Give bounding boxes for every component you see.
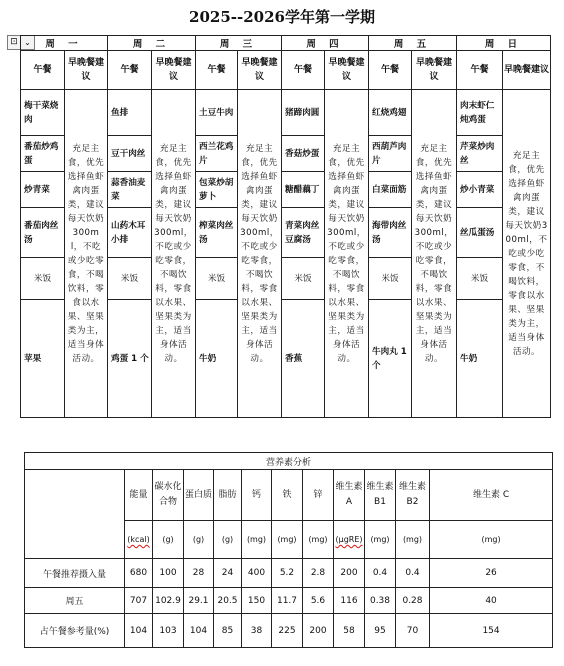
nutrition-caption-row <box>25 453 553 470</box>
value-cell: 20.5 <box>214 588 242 614</box>
rice-cell: 米饭 <box>196 258 238 300</box>
day-thursday: 周 四 <box>282 36 369 51</box>
nutrient-header: 维生素 C <box>430 470 553 521</box>
value-cell: 104 <box>125 614 153 648</box>
menu-row <box>21 90 551 136</box>
col-lunch: 午餐 <box>108 51 152 90</box>
dish-cell: 鱼排 <box>108 90 152 136</box>
advice-cell: 充足主食，优先选择鱼虾禽肉蛋类，建议每天饮奶300ml，不吃或少吃零食，不喝饮料，零食以水果、坚果类为主，适当身体活动。 <box>503 90 551 418</box>
value-cell: 150 <box>242 588 272 614</box>
value-cell: 38 <box>242 614 272 648</box>
value-cell: 200 <box>303 614 334 648</box>
value-cell: 100 <box>153 559 184 588</box>
value-cell: 154 <box>430 614 553 648</box>
dish-cell: 肉末虾仁炖鸡蛋 <box>457 90 503 136</box>
unit-cell: (mg) <box>430 521 553 559</box>
unit-cell: (kcal) <box>125 521 153 559</box>
unit-cell: (mg) <box>303 521 334 559</box>
rice-cell: 米饭 <box>457 258 503 300</box>
value-cell: 2.8 <box>303 559 334 588</box>
nutrition-analysis-table <box>24 452 553 648</box>
value-cell: 104 <box>184 614 214 648</box>
value-cell: 0.38 <box>365 588 396 614</box>
col-breakfast-dinner: 早晚餐建议 <box>503 51 551 90</box>
unit-cell: (μgRE) <box>334 521 365 559</box>
value-cell: 95 <box>365 614 396 648</box>
nutrient-header: 蛋白质 <box>184 470 214 521</box>
rice-cell: 米饭 <box>108 258 152 300</box>
value-cell: 11.7 <box>272 588 303 614</box>
dish-cell: 白菜面筋 <box>369 172 412 208</box>
nutrition-row <box>25 614 553 648</box>
column-header-row <box>21 51 551 90</box>
dish-cell: 青菜肉丝豆腐汤 <box>282 208 325 258</box>
value-cell: 29.1 <box>184 588 214 614</box>
value-cell: 0.28 <box>396 588 430 614</box>
dish-cell: 榨菜肉丝汤 <box>196 208 238 258</box>
dish-cell: 炒小青菜 <box>457 172 503 208</box>
unit-cell: (g) <box>214 521 242 559</box>
advice-cell: 充足主食，优先选择鱼虾禽肉蛋类，建议每天饮奶300ml，不吃或少吃零食，不喝饮料，零食以水果、坚果类为主，适当身体活动。 <box>325 90 369 418</box>
unit-cell: (mg) <box>396 521 430 559</box>
dish-cell: 猪蹄肉圆 <box>282 90 325 136</box>
day-wednesday: 周 三 <box>196 36 282 51</box>
nutrient-header: 锌 <box>303 470 334 521</box>
advice-cell: 充足主食，优先选择鱼虾禽肉蛋类，建议每天饮奶300ml，不吃或少吃零食，不喝饮料，零食以水果、坚果类为主，适当身体活动。 <box>152 90 196 418</box>
col-lunch: 午餐 <box>282 51 325 90</box>
dish-cell: 鸡蛋 1 个 <box>108 300 152 418</box>
col-breakfast-dinner: 早晚餐建议 <box>152 51 196 90</box>
nutrition-caption: 营养素分析 <box>25 453 553 470</box>
day-sunday: 周 日 <box>457 36 551 51</box>
col-breakfast-dinner: 早晚餐建议 <box>65 51 108 90</box>
dish-cell: 番茄肉丝汤 <box>21 208 65 258</box>
nutrition-row <box>25 559 553 588</box>
value-cell: 707 <box>125 588 153 614</box>
col-lunch: 午餐 <box>457 51 503 90</box>
value-cell: 28 <box>184 559 214 588</box>
page-title: 2025--2026学年第一学期 <box>189 8 375 26</box>
col-lunch: 午餐 <box>369 51 412 90</box>
value-cell: 40 <box>430 588 553 614</box>
weekly-menu-table <box>20 35 551 418</box>
nutrient-header-row <box>25 470 553 521</box>
nutrient-header: 碳水化合物 <box>153 470 184 521</box>
dish-cell: 芹菜炒肉丝 <box>457 136 503 172</box>
unit-cell: (mg) <box>242 521 272 559</box>
nutrient-header: 维生素B1 <box>365 470 396 521</box>
value-cell: 0.4 <box>365 559 396 588</box>
dish-cell: 香菇炒蛋 <box>282 136 325 172</box>
nutrient-header: 能量 <box>125 470 153 521</box>
dish-cell: 西葫芦肉片 <box>369 136 412 172</box>
unit-cell: (g) <box>184 521 214 559</box>
col-breakfast-dinner: 早晚餐建议 <box>325 51 369 90</box>
value-cell: 26 <box>430 559 553 588</box>
unit-cell: (g) <box>153 521 184 559</box>
day-monday: 周 一 <box>21 36 108 51</box>
dish-cell: 苹果 <box>21 300 65 418</box>
value-cell: 680 <box>125 559 153 588</box>
value-cell: 58 <box>334 614 365 648</box>
nutrient-header: 钙 <box>242 470 272 521</box>
dish-cell: 包菜炒胡萝卜 <box>196 172 238 208</box>
dish-cell: 山药木耳小排 <box>108 208 152 258</box>
value-cell: 5.2 <box>272 559 303 588</box>
dish-cell: 土豆牛肉 <box>196 90 238 136</box>
dish-cell: 牛奶 <box>457 300 503 418</box>
dish-cell: 牛奶 <box>196 300 238 418</box>
dish-cell: 番茄炒鸡蛋 <box>21 136 65 172</box>
col-lunch: 午餐 <box>21 51 65 90</box>
dish-cell: 海带肉丝汤 <box>369 208 412 258</box>
rice-cell: 米饭 <box>369 258 412 300</box>
advice-cell: 充足主食，优先选择鱼虾禽肉蛋类，建议每天饮奶300ml，不吃或少吃零食，不喝饮料，零食以水果、坚果类为主，适当身体活动。 <box>412 90 457 418</box>
day-tuesday: 周 二 <box>108 36 196 51</box>
dish-cell: 梅干菜烧肉 <box>21 90 65 136</box>
col-lunch: 午餐 <box>196 51 238 90</box>
value-cell: 116 <box>334 588 365 614</box>
nutrient-header: 铁 <box>272 470 303 521</box>
value-cell: 70 <box>396 614 430 648</box>
value-cell: 200 <box>334 559 365 588</box>
dish-cell: 香蕉 <box>282 300 325 418</box>
value-cell: 0.4 <box>396 559 430 588</box>
row-label: 午餐推荐摄入量 <box>25 559 125 588</box>
col-breakfast-dinner: 早晚餐建议 <box>412 51 457 90</box>
blank-header-cell <box>25 470 125 559</box>
dish-cell: 炒青菜 <box>21 172 65 208</box>
dish-cell: 丝瓜蛋汤 <box>457 208 503 258</box>
value-cell: 5.6 <box>303 588 334 614</box>
day-friday: 周 五 <box>369 36 457 51</box>
dish-cell: 蒜香油麦菜 <box>108 172 152 208</box>
dish-cell: 西兰花鸡片 <box>196 136 238 172</box>
nutrient-header: 脂肪 <box>214 470 242 521</box>
nutrition-row <box>25 588 553 614</box>
nutrient-header: 维生素A <box>334 470 365 521</box>
unit-cell: (mg) <box>272 521 303 559</box>
value-cell: 103 <box>153 614 184 648</box>
value-cell: 225 <box>272 614 303 648</box>
advice-cell: 充足主食，优先选择鱼虾禽肉蛋类，建议每天饮奶300ml，不吃或少吃零食，不喝饮料，零食以水果、坚果类为主，适当身体活动。 <box>238 90 282 418</box>
day-header-row <box>21 36 551 51</box>
table-select-icon[interactable]: ⊡ <box>8 36 21 49</box>
row-label: 周五 <box>25 588 125 614</box>
rice-cell: 米饭 <box>282 258 325 300</box>
value-cell: 24 <box>214 559 242 588</box>
row-label: 占午餐参考量(%) <box>25 614 125 648</box>
advice-cell: 充足主食，优先选择鱼虾禽肉蛋类，建议每天饮奶300ml，不吃或少吃零食，不喝饮料，零食以水果、坚果类为主，适当身体活动。 <box>65 90 108 418</box>
dish-cell: 糖醋藕丁 <box>282 172 325 208</box>
chevron-down-icon[interactable]: ⌄ <box>24 38 31 47</box>
value-cell: 102.9 <box>153 588 184 614</box>
dish-cell: 红烧鸡翅 <box>369 90 412 136</box>
value-cell: 400 <box>242 559 272 588</box>
rice-cell: 米饭 <box>21 258 65 300</box>
dish-cell: 豆干肉丝 <box>108 136 152 172</box>
value-cell: 85 <box>214 614 242 648</box>
nutrient-header: 维生素B2 <box>396 470 430 521</box>
dish-cell: 牛肉丸 1 个 <box>369 300 412 418</box>
col-breakfast-dinner: 早晚餐建议 <box>238 51 282 90</box>
unit-cell: (mg) <box>365 521 396 559</box>
